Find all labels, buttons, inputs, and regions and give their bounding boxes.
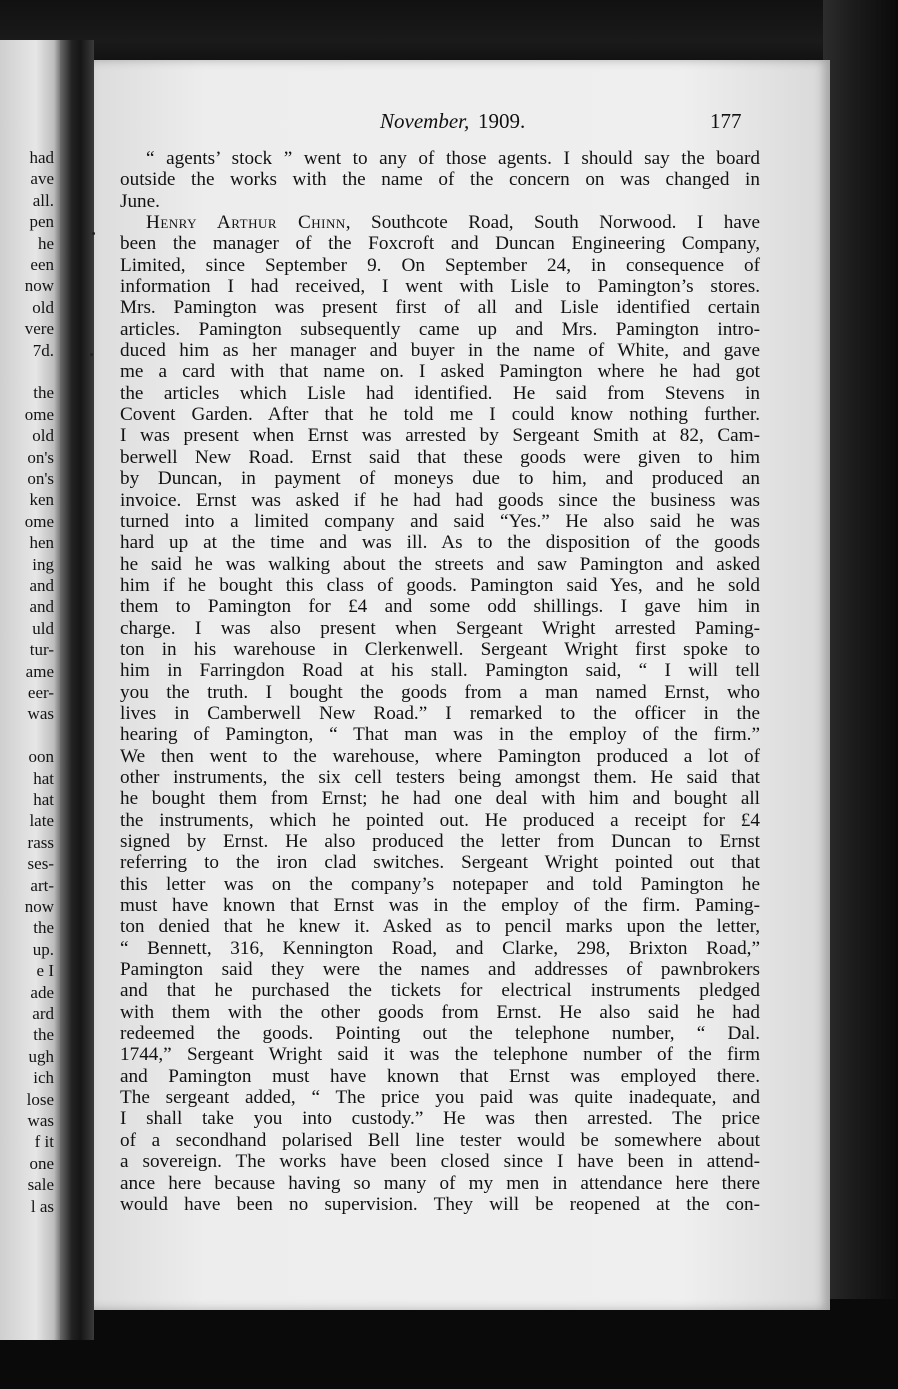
text-line: charge. I was also present when Sergeant Wright arrested Paming-	[120, 617, 760, 639]
previous-page-text-fragment: hat	[33, 768, 54, 788]
text-line: must have known that Ernst was in the employ of the firm. Paming-	[120, 895, 760, 917]
text-line: information I had received, I went with Lisle to Pamington’s stores.	[120, 276, 760, 298]
previous-page-text-fragment: oon	[28, 747, 54, 767]
previous-page-text-fragment: art-	[30, 875, 54, 895]
previous-page-text-fragment: on's	[27, 447, 54, 467]
text-line: me a card with that name on. I asked Pamington where he had got	[120, 361, 760, 383]
text-line: he said he was walking about the streets and saw Pamington and asked	[120, 553, 760, 575]
text-line: Henry Arthur Chinn, Southcote Road, South Norwood. I have	[146, 212, 760, 234]
text-line: signed by Ernst. He also produced the letter from Duncan to Ernst	[120, 831, 760, 852]
text-line: would have been no supervision. They will be reopened at the con-	[120, 1193, 760, 1215]
previous-page-text-fragment: sale	[27, 1175, 54, 1195]
previous-page-text-fragment: ken	[29, 490, 54, 510]
text-line: articles. Pamington subsequently came up and Mrs. Pamington intro-	[120, 318, 760, 340]
text-line: this letter was on the company’s notepaper and told Pamington he	[120, 873, 760, 895]
previous-page-text-fragment: lose	[26, 1089, 54, 1109]
previous-page-text-fragment: 7d.	[32, 340, 54, 360]
text-line: he bought them from Ernst; he had one deal with him and bought all	[120, 788, 760, 810]
previous-page-text-fragment: l as	[30, 1196, 54, 1216]
previous-page-edge	[0, 40, 60, 1340]
text-line: of a secondhand polarised Bell line tester would be somewhere about	[120, 1129, 760, 1151]
previous-page-text-fragment: was	[27, 1111, 54, 1130]
text-line: “ agents’ stock ” went to any of those agents. I should say the board	[146, 148, 760, 169]
text-line: them to Pamington for £4 and some odd shillings. I gave him in	[120, 596, 760, 618]
text-line: hard up at the time and was ill. As to the disposition of the goods	[120, 532, 760, 554]
margin-mark	[92, 232, 95, 235]
text-line: berwell New Road. Ernst said that these goods were given to him	[120, 446, 760, 468]
previous-page-text-fragment: ugh	[28, 1046, 54, 1066]
witness-name: Henry Arthur Chinn	[146, 212, 346, 234]
previous-page-text-fragment: ard	[32, 1004, 54, 1023]
text-line: invoice. Ernst was asked if he had had goods since the business was	[120, 489, 760, 511]
previous-page-text-fragment: on's	[27, 469, 54, 488]
previous-page-text-fragment: rass	[27, 832, 54, 852]
previous-page-text-fragment: the	[33, 383, 54, 403]
previous-page-text-fragment: eer-	[27, 683, 54, 702]
text-line: turned into a limited company and said “Yes.” He also said he was	[120, 510, 760, 532]
previous-page-text-fragment: the	[33, 918, 54, 938]
text-line: Pamington said they were the names and addresses of pawnbrokers	[120, 959, 760, 981]
text-line: Mrs. Pamington was present first of all and Lisle identified certain	[120, 297, 760, 319]
previous-page-text-fragment: een	[30, 255, 54, 274]
previous-page-text-fragment: old	[32, 297, 54, 317]
text-line: I was present when Ernst was arrested by Sergeant Smith at 82, Cam-	[120, 425, 760, 447]
book-page	[94, 60, 830, 1310]
text-line: the articles which Lisle had identified. He said from Stevens in	[120, 382, 760, 404]
text-line: Covent Garden. After that he told me I could know nothing further.	[120, 404, 760, 426]
previous-page-text-fragment: e I	[36, 961, 54, 981]
previous-page-text-fragment: had	[29, 148, 54, 167]
previous-page-text-fragment: and	[29, 597, 54, 617]
text-line: been the manager of the Foxcroft and Duncan Engineering Company,	[120, 233, 760, 255]
text-line: Limited, since September 9. On September 24, in consequence of	[120, 254, 760, 276]
previous-page-text-fragment: was	[27, 704, 54, 724]
text-line: and Pamington must have known that Ernst was employed there.	[120, 1065, 760, 1087]
text-line: June.	[120, 190, 160, 212]
body-text	[120, 148, 760, 1215]
text-line: hearing of Pamington, “ That man was in the employ of the firm.”	[120, 724, 760, 746]
previous-page-text-fragment: ing	[32, 554, 54, 574]
previous-page-text-fragment: tur-	[29, 640, 54, 660]
previous-page-text-fragment: vere	[24, 319, 54, 339]
previous-page-text-fragment: f it	[34, 1132, 54, 1152]
header-year: 1909.	[478, 109, 526, 133]
previous-page-text-fragment: ade	[30, 982, 54, 1002]
text-line: The sergeant added, “ The price you paid was quite inadequate, and	[120, 1087, 760, 1109]
scan-border-right	[823, 0, 898, 1389]
previous-page-text-fragment: he	[37, 233, 54, 253]
previous-page-text-fragment: pen	[29, 212, 54, 232]
previous-page-text-fragment: and	[29, 576, 54, 595]
previous-page-text-fragment: ome	[24, 511, 54, 531]
previous-page-text-fragment: ame	[25, 661, 54, 681]
previous-page-text-fragment: one	[29, 1153, 54, 1173]
previous-page-text-fragment: uld	[32, 618, 54, 638]
text-line: ton in his warehouse in Clerkenwell. Sergeant Wright first spoke to	[120, 638, 760, 660]
text-line: 1744,” Sergeant Wright said it was the telephone number of the firm	[120, 1044, 760, 1066]
text-line: We then went to the warehouse, where Pamington produced a lot of	[120, 745, 760, 767]
previous-page-text-fragment: the	[33, 1025, 54, 1045]
text-line: you the truth. I bought the goods from a man named Ernst, who	[120, 681, 760, 703]
scan-border-bottom	[0, 1299, 898, 1389]
previous-page-text-fragment: now	[24, 276, 54, 296]
text-line: by Duncan, in payment of moneys due to him, and produced an	[120, 468, 760, 490]
text-line: ance here because having so many of my men in attendance here there	[120, 1172, 760, 1194]
previous-page-text-fragment: hat	[33, 790, 54, 809]
previous-page-text-fragment: now	[24, 897, 54, 916]
text-line: outside the works with the name of the concern on was changed in	[120, 169, 760, 191]
text-line: duced him as her manager and buyer in the name of White, and gave	[120, 340, 760, 362]
previous-page-text-fragment: old	[32, 426, 54, 446]
text-line: him in Farringdon Road at his stall. Pamington said, “ I will tell	[120, 660, 760, 682]
previous-page-text-fragment: ave	[30, 169, 54, 189]
text-line: with them with the other goods from Ernst. He also said he had	[120, 1001, 760, 1023]
previous-page-text-fragment: ich	[33, 1068, 54, 1088]
text-line: lives in Camberwell New Road.” I remarked to the officer in the	[120, 702, 760, 724]
text-line: him if he bought this class of goods. Pamington said Yes, and he sold	[120, 574, 760, 596]
text-line: the instruments, which he pointed out. He produced a receipt for £4	[120, 809, 760, 831]
text-line: ton denied that he knew it. Asked as to pencil marks upon the letter,	[120, 916, 760, 938]
previous-page-text-fragment: ome	[24, 404, 54, 424]
previous-page-text-fragment: hen	[29, 533, 54, 553]
header-date: November,	[380, 109, 470, 133]
text-line: other instruments, the six cell testers being amongst them. He said that	[120, 766, 760, 788]
text-line: a sovereign. The works have been closed since I have been in attend-	[120, 1151, 760, 1173]
book-gutter	[60, 40, 94, 1340]
text-line: redeemed the goods. Pointing out the telephone number, “ Dal.	[120, 1023, 760, 1045]
previous-page-text-fragment: late	[29, 811, 54, 831]
text-line: “ Bennett, 316, Kennington Road, and Clarke, 298, Brixton Road,”	[120, 937, 760, 959]
margin-mark	[90, 353, 93, 356]
text-line: and that he purchased the tickets for electrical instruments pledged	[120, 980, 760, 1002]
previous-page-text-fragment: ses-	[27, 854, 54, 874]
previous-page-text-fragment: all.	[32, 190, 54, 210]
text-line: referring to the iron clad switches. Sergeant Wright pointed out that	[120, 852, 760, 874]
previous-page-text-fragment: up.	[32, 939, 54, 959]
text-line: I shall take you into custody.” He was then arrested. The price	[120, 1108, 760, 1130]
page-number: 177	[710, 109, 742, 133]
